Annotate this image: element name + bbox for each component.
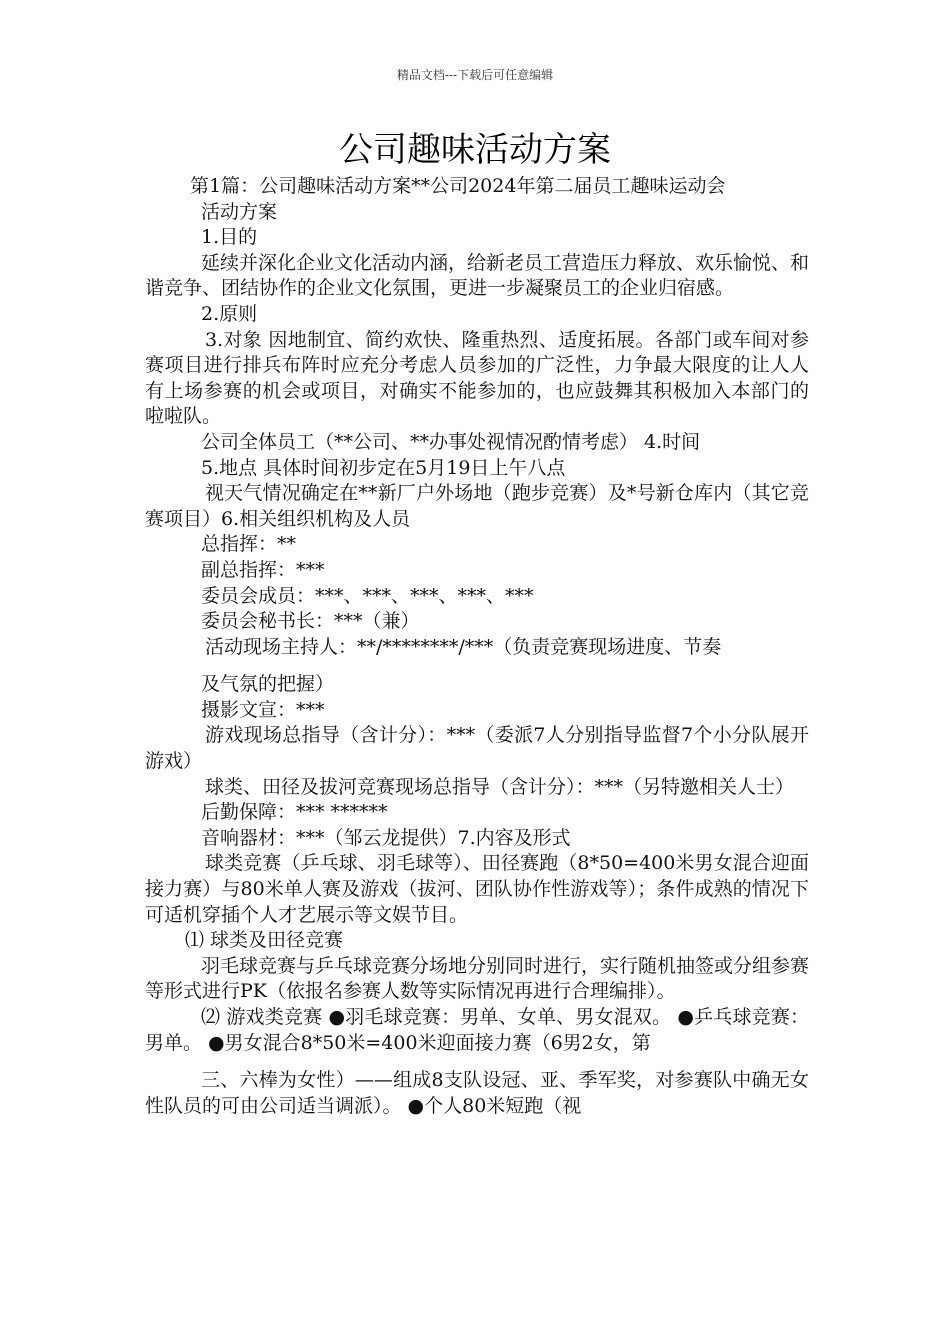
- paragraph: 1.目的: [201, 226, 258, 249]
- paragraph: 游戏现场总指导（含计分）：***（委派7人分别指导监督7个小分队展开游戏）: [145, 724, 809, 773]
- document-body: [145, 174, 809, 1119]
- paragraph: 总指挥：**: [201, 533, 297, 556]
- paragraph: 视天气情况确定在**新厂户外场地（跑步竞赛）及*号新仓库内（其它竞赛项目）6.相关组织机构及人员: [145, 482, 809, 530]
- paragraph: ⑴ 球类及田径竞赛: [185, 929, 344, 952]
- paragraph: 球类竞赛（乒乓球、羽毛球等）、田径赛跑（8*50=400米男女混合迎面接力赛）与80米单人赛及游戏（拔河、团队协作性游戏等）；条件成熟的情况下可适机穿插个人才艺展示等文娱节目。: [145, 852, 809, 926]
- paragraph: 延续并深化企业文化活动内涵，给新老员工营造压力释放、欢乐愉悦、和谐竞争、团结协作的企业文化氛围，更进一步凝聚员工的企业归宿感。: [145, 251, 810, 300]
- paragraph: 2.原则: [201, 302, 258, 325]
- paragraph: 音响器材：***（邹云龙提供）7.内容及形式: [201, 826, 571, 849]
- paragraph: 5.地点 具体时间初步定在5月19日上午八点: [201, 456, 566, 479]
- paragraph: 副总指挥：***: [201, 558, 325, 581]
- paragraph: 及气氛的把握）: [201, 673, 335, 696]
- paragraph: 摄影文宣：***: [201, 698, 325, 721]
- paragraph: 活动现场主持人：**/********/***（负责竞赛现场进度、节奏: [205, 635, 722, 658]
- paragraph: 后勤保障：*** ******: [201, 801, 388, 824]
- document-title: 公司趣味活动方案: [339, 130, 611, 170]
- paragraph: 委员会成员：***、***、***、***、***: [201, 584, 534, 607]
- page-header: 精品文档---下载后可任意编辑: [396, 68, 554, 82]
- paragraph: 委员会秘书长：***（兼）: [201, 610, 420, 633]
- paragraph: ⑵ 游戏类竞赛 ●羽毛球竞赛：男单、女单、男女混双。 ●乒乓球竞赛：男单。 ●男女混合8*50米=400米迎面接力赛（6男2女，第: [145, 1006, 809, 1054]
- paragraph: 活动方案: [201, 200, 278, 223]
- paragraph: 第1篇：公司趣味活动方案**公司2024年第二届员工趣味运动会: [190, 175, 726, 197]
- paragraph: 3.对象 因地制宜、简约欢快、隆重热烈、适度拓展。各部门或车间对参赛项目进行排兵布阵时应充分考虑人员参加的广泛性，力争最大限度的让人人有上场参赛的机会或项目，对确实不能参加的，也应鼓舞其积极加入本部门的啦啦队。: [145, 328, 809, 428]
- paragraph: 羽毛球竞赛与乒乓球竞赛分场地分别同时进行，实行随机抽签或分组参赛等形式进行PK（依报名参赛人数等实际情况再进行合理编排）。: [145, 954, 810, 1003]
- paragraph: 三、六棒为女性）——组成8支队设冠、亚、季军奖，对参赛队中确无女性队员的可由公司适当调派）。 ●个人80米短跑（视: [145, 1069, 809, 1117]
- paragraph: 球类、田径及拔河竞赛现场总指导（含计分）：***（另特邀相关人士）: [205, 775, 795, 798]
- paragraph: 公司全体员工（**公司、**办事处视情况酌情考虑） 4.时间: [201, 430, 701, 453]
